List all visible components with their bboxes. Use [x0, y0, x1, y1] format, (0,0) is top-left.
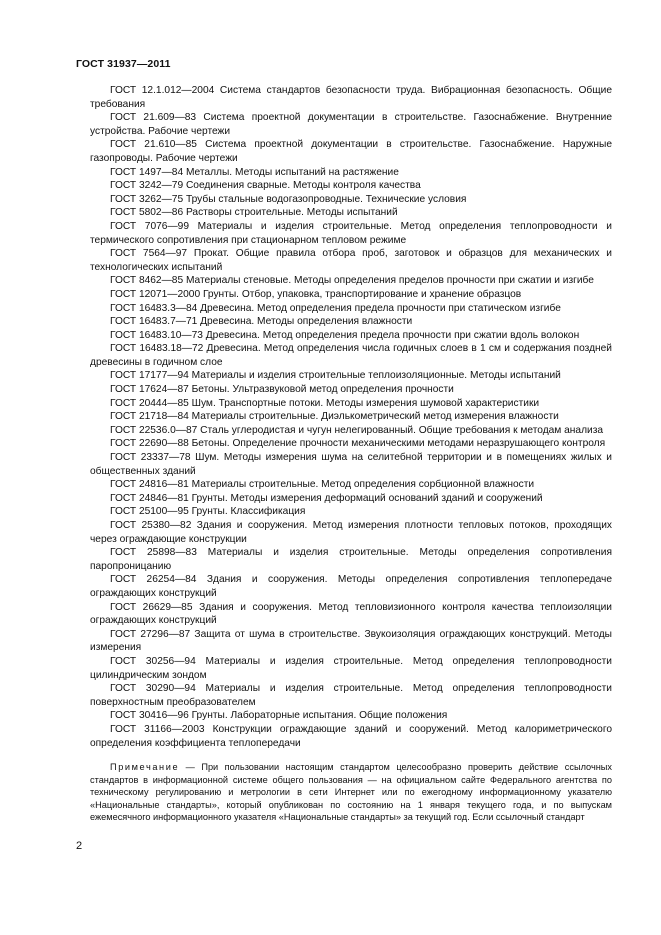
- reference-item: ГОСТ 17177—94 Материалы и изделия строительные теплоизоляционные. Методы испытаний: [110, 370, 561, 382]
- reference-item: ГОСТ 26254—84 Здания и сооружения. Методы определения сопротивления теплопередаче ограждающих конструкций: [90, 574, 612, 599]
- reference-item: ГОСТ 30416—96 Грунты. Лабораторные испытания. Общие положения: [110, 710, 448, 722]
- reference-item: ГОСТ 25100—95 Грунты. Классификация: [110, 506, 306, 518]
- reference-item: ГОСТ 3262—75 Трубы стальные водогазопроводные. Технические условия: [110, 193, 467, 205]
- note-text: — При пользовании настоящим стандартом целесообразно проверить действие ссылочных стандартов в информационной системе общего пользования — на официальном сайте Федерального агентства по техническому регулированию и метрологии в сети Интернет или по ежегодному информационному указателю «Национальные стандарты», который опубликован по состоянию на 1 января текущего года, и по выпускам ежемесячного информационного указателя «Национальные стандарты» за текущий год. Если ссылочный стандарт: [90, 762, 612, 823]
- reference-item: ГОСТ 21.610—85 Система проектной документации в строительстве. Газоснабжение. Наружные газопроводы. Рабочие чертежи: [90, 139, 612, 164]
- reference-item: ГОСТ 27296—87 Защита от шума в строительстве. Звукоизоляция ограждающих конструкций. Методы измерения: [90, 628, 612, 654]
- reference-list: [90, 84, 612, 750]
- reference-item: ГОСТ 17624—87 Бетоны. Ультразвуковой метод определения прочности: [110, 384, 454, 396]
- reference-item: ГОСТ 16483.7—71 Древесина. Методы определения влажности: [110, 316, 413, 328]
- reference-item: ГОСТ 1497—84 Металлы. Методы испытаний на растяжение: [110, 166, 399, 178]
- reference-item: ГОСТ 24816—81 Материалы строительные. Метод определения сорбционной влажности: [110, 479, 535, 491]
- reference-item: ГОСТ 3242—79 Соединения сварные. Методы контроля качества: [110, 180, 421, 192]
- page-number: 2: [76, 840, 83, 852]
- reference-item: ГОСТ 8462—85 Материалы стеновые. Методы определения пределов прочности при сжатии и изгибе: [110, 275, 594, 287]
- reference-item: ГОСТ 26629—85 Здания и сооружения. Метод тепловизионного контроля качества теплоизоляции ограждающих конструкций: [90, 601, 612, 627]
- reference-item: ГОСТ 22690—88 Бетоны. Определение прочности механическими методами неразрушающего контроля: [110, 438, 606, 450]
- note-paragraph: [90, 761, 612, 824]
- reference-item: ГОСТ 12071—2000 Грунты. Отбор, упаковка, транспортирование и хранение образцов: [110, 288, 522, 300]
- document-header: ГОСТ 31937—2011: [76, 58, 171, 70]
- reference-item: ГОСТ 21718—84 Материалы строительные. Диэлькометрический метод измерения влажности: [110, 411, 559, 423]
- reference-item: ГОСТ 7564—97 Прокат. Общие правила отбора проб, заготовок и образцов для механических и технологических испытаний: [90, 248, 612, 273]
- normative-references: [90, 84, 612, 833]
- reference-item: ГОСТ 21.609—83 Система проектной документации в строительстве. Газоснабжение. Внутренние устройства. Рабочие чертежи: [90, 112, 612, 137]
- reference-item: ГОСТ 31166—2003 Конструкции ограждающие зданий и сооружений. Метод калориметрического определения коэффициента теплопередачи: [90, 723, 612, 749]
- reference-item: ГОСТ 23337—78 Шум. Методы измерения шума на селитебной территории и в помещениях жилых и общественных зданий: [90, 452, 612, 477]
- reference-item: ГОСТ 5802—86 Растворы строительные. Методы испытаний: [110, 207, 398, 219]
- reference-item: ГОСТ 22536.0—87 Сталь углеродистая и чугун нелегированный. Общие требования к методам анализа: [110, 424, 604, 436]
- reference-item: ГОСТ 25898—83 Материалы и изделия строительные. Методы определения сопротивления паропроницанию: [90, 547, 612, 572]
- reference-item: ГОСТ 30290—94 Материалы и изделия строительные. Метод определения теплопроводности поверхностным преобразователем: [90, 683, 612, 708]
- reference-item: ГОСТ 25380—82 Здания и сооружения. Метод измерения плотности тепловых потоков, проходящих через ограждающие конструкции: [90, 520, 612, 545]
- reference-item: ГОСТ 16483.10—73 Древесина. Метод определения предела прочности при сжатии вдоль волокон: [110, 329, 580, 341]
- reference-item: ГОСТ 24846—81 Грунты. Методы измерения деформаций оснований зданий и сооружений: [110, 492, 543, 504]
- reference-item: ГОСТ 12.1.012—2004 Система стандартов безопасности труда. Вибрационная безопасность. Общие требования: [90, 85, 612, 110]
- reference-item: ГОСТ 16483.3—84 Древесина. Метод определения предела прочности при статическом изгибе: [110, 302, 561, 314]
- reference-item: ГОСТ 7076—99 Материалы и изделия строительные. Метод определения теплопроводности и термического сопротивления при стационарном тепловом режиме: [90, 220, 612, 246]
- reference-item: ГОСТ 20444—85 Шум. Транспортные потоки. Методы измерения шумовой характеристики: [110, 397, 540, 409]
- note-label: Примечание: [110, 762, 180, 773]
- reference-item: ГОСТ 16483.18—72 Древесина. Метод определения числа годичных слоев в 1 см и содержания поздней древесины в годичном слое: [90, 343, 612, 368]
- reference-item: ГОСТ 30256—94 Материалы и изделия строительные. Метод определения теплопроводности цилиндрическим зондом: [90, 655, 612, 681]
